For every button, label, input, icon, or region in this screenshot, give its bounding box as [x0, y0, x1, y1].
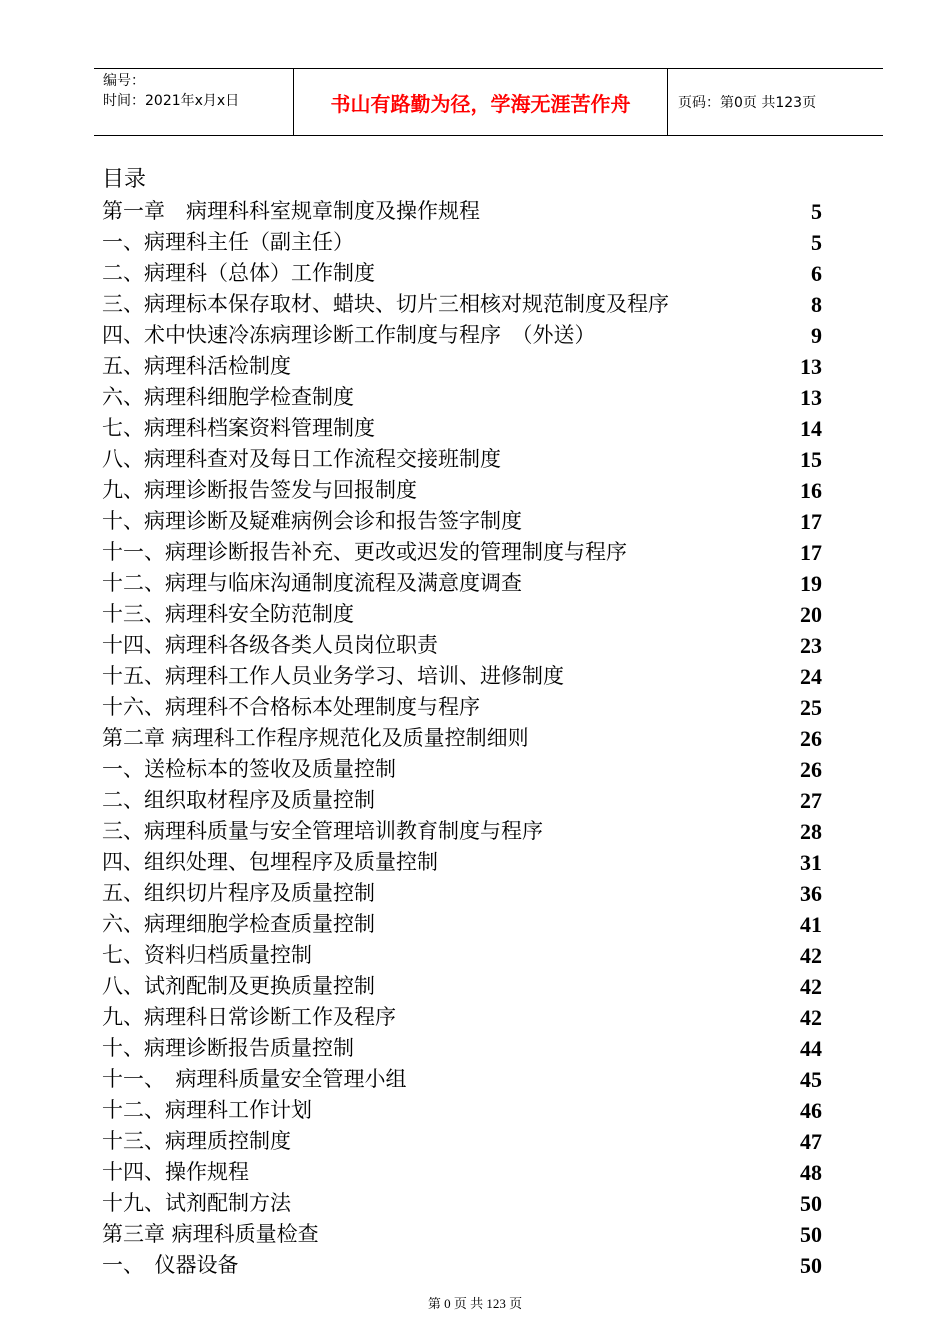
toc-entry[interactable]: [102, 258, 822, 289]
toc-entry-page: 25: [800, 695, 822, 720]
toc-entry[interactable]: [102, 537, 822, 568]
toc-entry-text: 十三、病理质控制度: [102, 1129, 291, 1153]
code-label: 编号：: [103, 73, 145, 89]
toc-entry[interactable]: [102, 382, 822, 413]
toc-entry-page: 17: [800, 509, 822, 534]
toc-entry-page: 26: [800, 726, 822, 751]
toc-entry-page: 31: [800, 850, 822, 875]
toc-entry-text: 十六、病理科不合格标本处理制度与程序: [102, 695, 480, 719]
toc-entry-text: 十九、试剂配制方法: [102, 1191, 291, 1215]
toc-entry-page: 46: [800, 1098, 822, 1123]
toc-entry[interactable]: [102, 1033, 822, 1064]
toc-entry[interactable]: [102, 320, 822, 351]
toc-entry[interactable]: [102, 1157, 822, 1188]
toc-entry-text: 八、病理科查对及每日工作流程交接班制度: [102, 447, 501, 471]
toc-entry-text: 十、病理诊断报告质量控制: [102, 1036, 354, 1060]
toc-entry[interactable]: [102, 1064, 822, 1095]
toc-entry-text: 六、病理细胞学检查质量控制: [102, 912, 375, 936]
toc-entry[interactable]: [102, 289, 822, 320]
toc-entry-text: 十二、病理与临床沟通制度流程及满意度调查: [102, 571, 522, 595]
toc-entry-text: 十一、 病理科质量安全管理小组: [102, 1067, 407, 1091]
toc-entry[interactable]: [102, 878, 822, 909]
toc-entry-page: 28: [800, 819, 822, 844]
toc-entry[interactable]: [102, 351, 822, 382]
toc-entry-text: 四、组织处理、包埋程序及质量控制: [102, 850, 438, 874]
toc-entry-page: 41: [800, 912, 822, 937]
toc-entry[interactable]: [102, 1188, 822, 1219]
toc-entry[interactable]: [102, 599, 822, 630]
toc-entry[interactable]: [102, 1250, 822, 1281]
toc-entry[interactable]: [102, 1095, 822, 1126]
toc-entry[interactable]: [102, 909, 822, 940]
toc-entry-page: 13: [800, 385, 822, 410]
toc-entry-page: 42: [800, 943, 822, 968]
table-of-contents: [102, 196, 822, 1281]
header-motto: 书山有路勤为径，学海无涯苦作舟: [294, 69, 668, 135]
toc-entry-page: 23: [800, 633, 822, 658]
toc-entry-page: 8: [811, 292, 822, 317]
toc-entry-page: 42: [800, 1005, 822, 1030]
toc-entry[interactable]: [102, 692, 822, 723]
toc-entry-text: 第二章 病理科工作程序规范化及质量控制细则: [102, 726, 529, 750]
toc-entry-text: 十四、病理科各级各类人员岗位职责: [102, 633, 438, 657]
page-footer: 第 0 页 共 123 页: [427, 1296, 523, 1311]
toc-entry-page: 6: [811, 261, 822, 286]
toc-entry[interactable]: [102, 506, 822, 537]
toc-entry-page: 14: [800, 416, 822, 441]
toc-entry-page: 44: [800, 1036, 822, 1061]
toc-entry[interactable]: [102, 754, 822, 785]
toc-entry-text: 十、病理诊断及疑难病例会诊和报告签字制度: [102, 509, 522, 533]
toc-entry[interactable]: [102, 1126, 822, 1157]
toc-entry-text: 第一章 病理科科室规章制度及操作规程: [102, 199, 480, 223]
toc-entry-text: 十一、病理诊断报告补充、更改或迟发的管理制度与程序: [102, 540, 627, 564]
toc-entry-text: 五、病理科活检制度: [102, 354, 291, 378]
toc-entry[interactable]: [102, 847, 822, 878]
toc-entry[interactable]: [102, 785, 822, 816]
toc-entry-text: 一、送检标本的签收及质量控制: [102, 757, 396, 781]
toc-entry[interactable]: [102, 940, 822, 971]
toc-entry-text: 八、试剂配制及更换质量控制: [102, 974, 375, 998]
toc-entry-page: 42: [800, 974, 822, 999]
toc-entry-page: 50: [800, 1191, 822, 1216]
toc-entry-page: 17: [800, 540, 822, 565]
toc-entry-text: 五、组织切片程序及质量控制: [102, 881, 375, 905]
toc-entry-page: 20: [800, 602, 822, 627]
toc-entry[interactable]: [102, 444, 822, 475]
header-meta: [94, 69, 294, 135]
time-label: 时间：2021年x月x日: [103, 93, 240, 109]
toc-entry-page: 48: [800, 1160, 822, 1185]
toc-entry-page: 24: [800, 664, 822, 689]
toc-entry[interactable]: [102, 227, 822, 258]
toc-entry-page: 26: [800, 757, 822, 782]
toc-entry-text: 六、病理科细胞学检查制度: [102, 385, 354, 409]
page-header: [94, 68, 883, 136]
toc-entry-page: 15: [800, 447, 822, 472]
toc-entry-page: 5: [811, 230, 822, 255]
toc-entry-text: 三、病理标本保存取材、蜡块、切片三相核对规范制度及程序: [102, 292, 669, 316]
toc-entry-page: 16: [800, 478, 822, 503]
toc-entry-text: 九、病理诊断报告签发与回报制度: [102, 478, 417, 502]
toc-entry-text: 一、 仪器设备: [102, 1253, 239, 1277]
toc-entry[interactable]: [102, 630, 822, 661]
toc-entry-text: 七、资料归档质量控制: [102, 943, 312, 967]
toc-entry-page: 47: [800, 1129, 822, 1154]
toc-entry[interactable]: [102, 1219, 822, 1250]
toc-entry-text: 十二、病理科工作计划: [102, 1098, 312, 1122]
toc-entry[interactable]: [102, 475, 822, 506]
toc-entry[interactable]: [102, 661, 822, 692]
toc-entry-text: 三、病理科质量与安全管理培训教育制度与程序: [102, 819, 543, 843]
toc-entry[interactable]: [102, 196, 822, 227]
toc-entry-text: 十四、操作规程: [102, 1160, 249, 1184]
toc-entry-page: 45: [800, 1067, 822, 1092]
toc-entry-page: 13: [800, 354, 822, 379]
toc-entry[interactable]: [102, 816, 822, 847]
toc-entry[interactable]: [102, 413, 822, 444]
header-page-info: 页码：第0页 共123页: [678, 95, 817, 111]
toc-entry-text: 九、病理科日常诊断工作及程序: [102, 1005, 396, 1029]
toc-entry-text: 一、病理科主任（副主任）: [102, 230, 354, 254]
toc-entry-page: 50: [800, 1253, 822, 1278]
toc-title: 目录: [102, 167, 147, 192]
toc-entry[interactable]: [102, 568, 822, 599]
toc-entry-page: 9: [811, 323, 822, 348]
toc-entry-page: 27: [800, 788, 822, 813]
toc-entry-text: 十三、病理科安全防范制度: [102, 602, 354, 626]
toc-entry-page: 5: [811, 199, 822, 224]
toc-entry-text: 四、术中快速冷冻病理诊断工作制度与程序 （外送）: [102, 323, 596, 347]
toc-entry[interactable]: [102, 971, 822, 1002]
toc-entry-page: 36: [800, 881, 822, 906]
toc-entry-page: 19: [800, 571, 822, 596]
toc-entry-text: 二、病理科（总体）工作制度: [102, 261, 375, 285]
toc-entry-text: 七、病理科档案资料管理制度: [102, 416, 375, 440]
toc-entry-page: 50: [800, 1222, 822, 1247]
toc-entry-text: 十五、病理科工作人员业务学习、培训、进修制度: [102, 664, 564, 688]
toc-entry-text: 第三章 病理科质量检查: [102, 1222, 319, 1246]
toc-entry[interactable]: [102, 1002, 822, 1033]
toc-entry[interactable]: [102, 723, 822, 754]
toc-entry-text: 二、组织取材程序及质量控制: [102, 788, 375, 812]
